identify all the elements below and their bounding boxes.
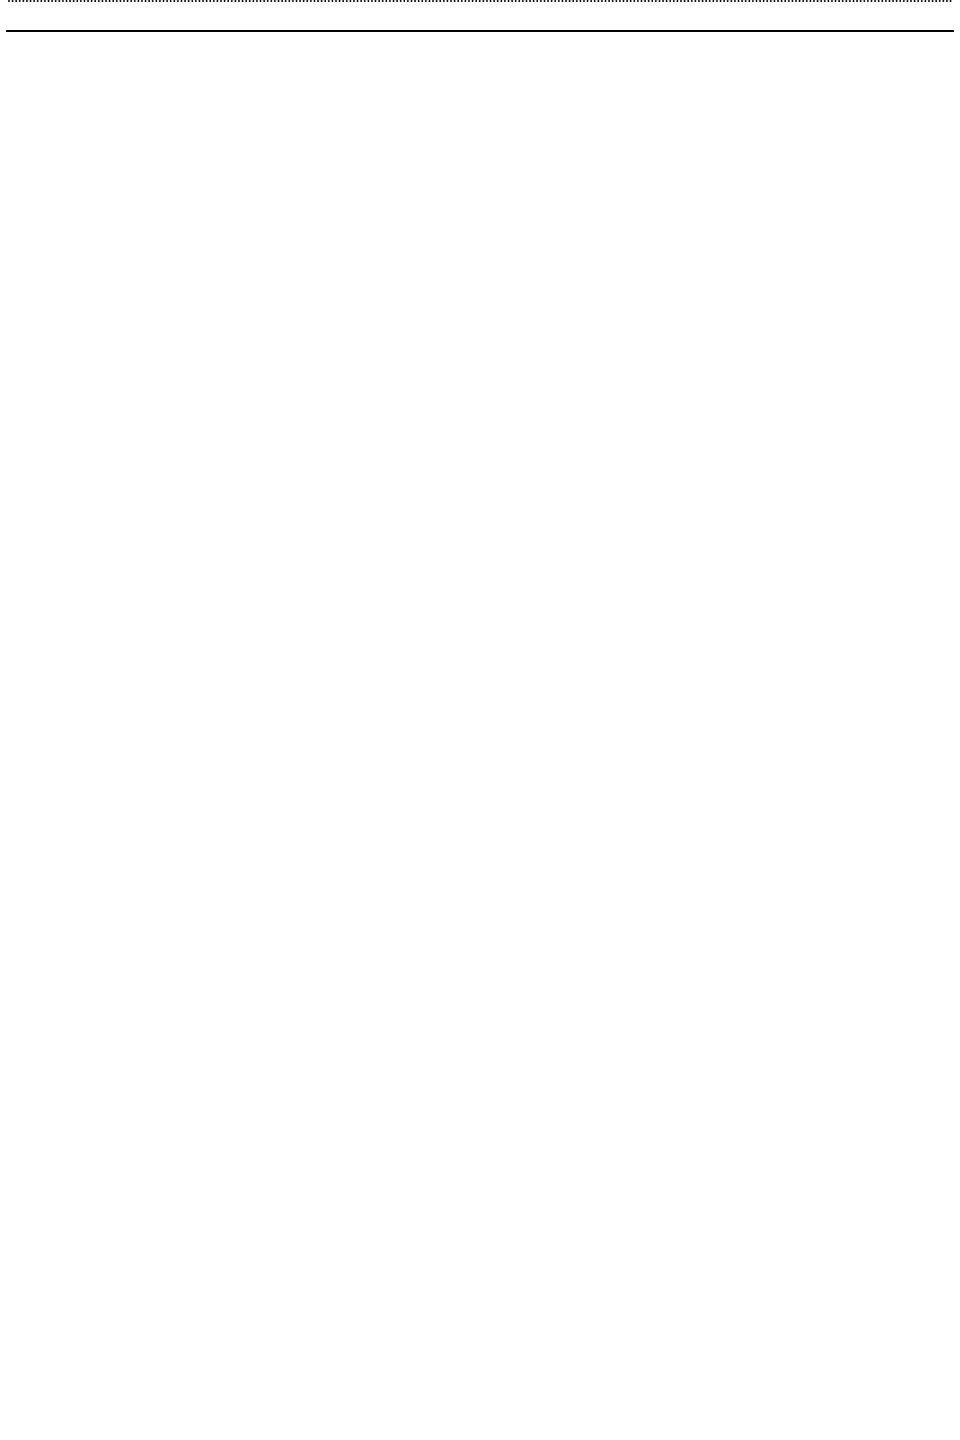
running-header — [6, 0, 954, 32]
dot-leader — [8, 0, 952, 2]
section-heading — [6, 0, 954, 2]
